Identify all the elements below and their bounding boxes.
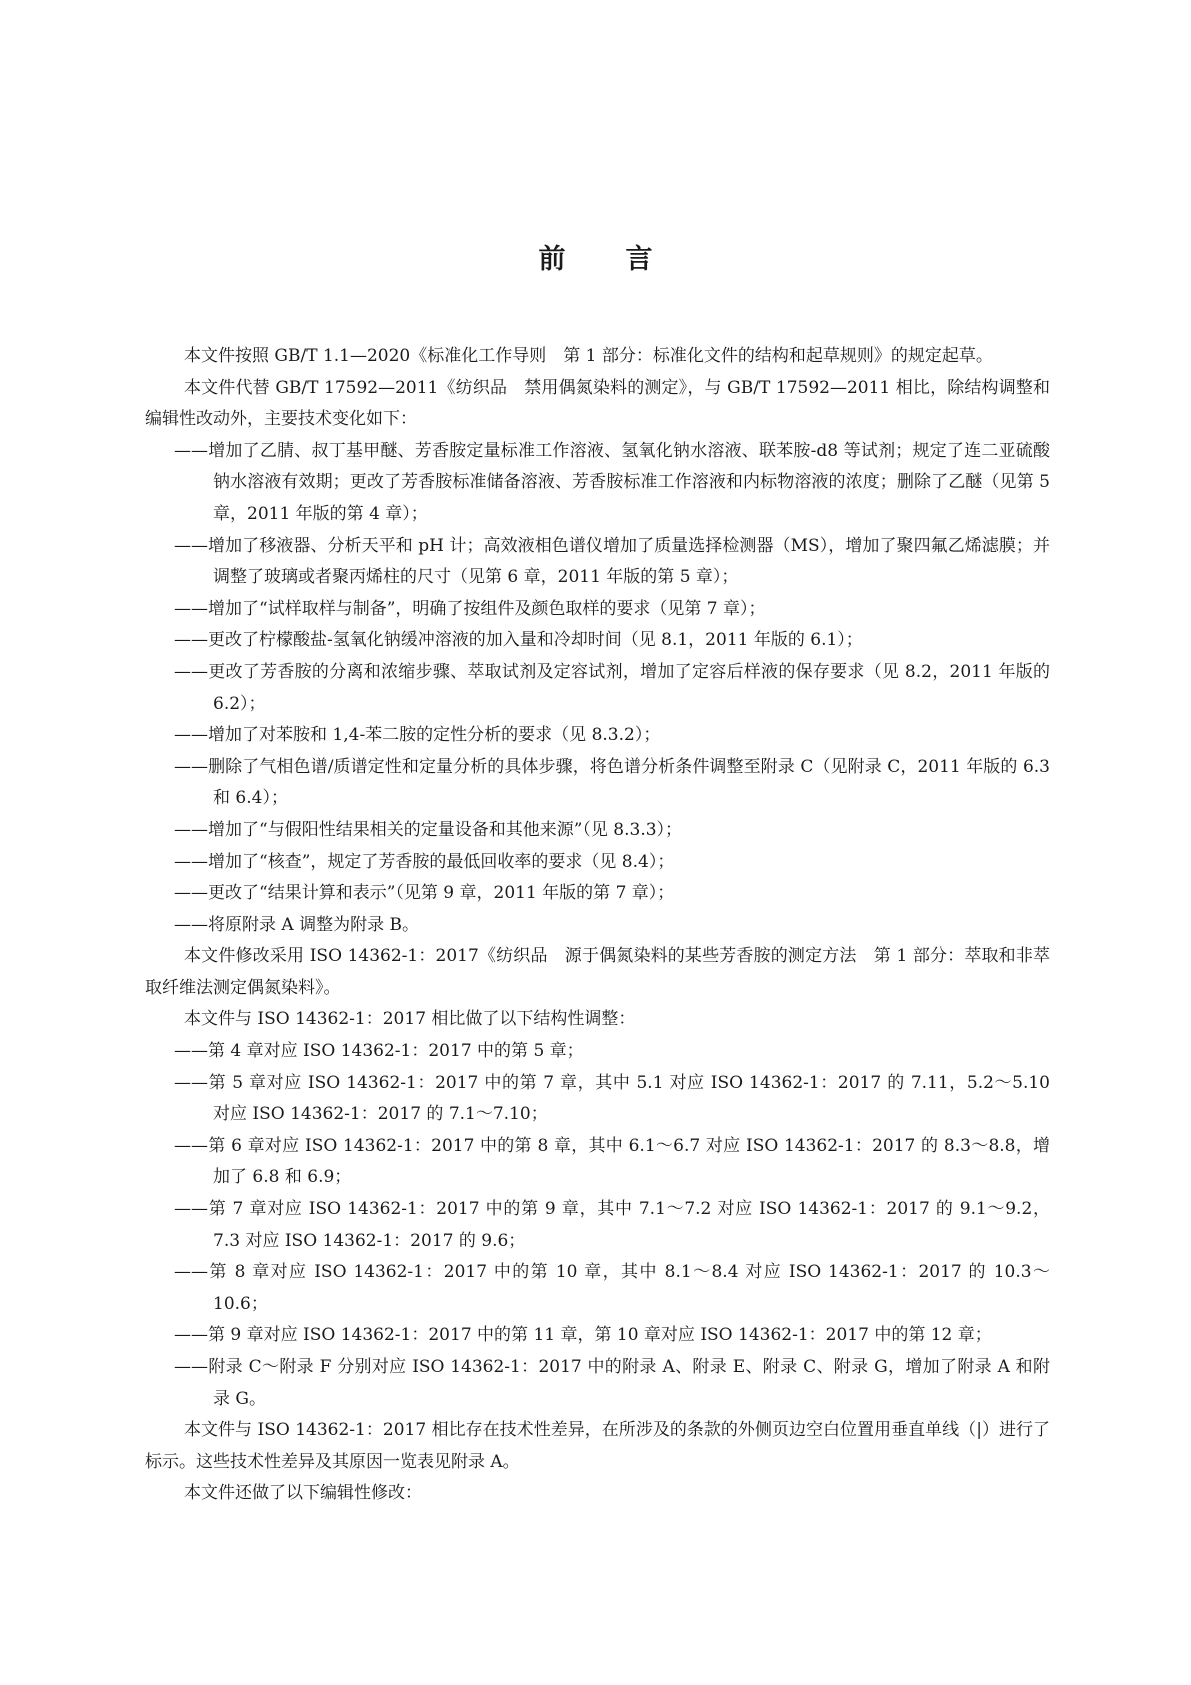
list-item: ——增加了乙腈、叔丁基甲醚、芳香胺定量标准工作溶液、氢氧化钠水溶液、联苯胺-d8 等试剂；规定了连二亚硫酸钠水溶液有效期；更改了芳香胺标准储备溶液、芳香胺标准工作溶液和内标物溶液的浓度；删除了乙醚（见第 5 章，2011 年版的第 4 章）； bbox=[174, 440, 1050, 524]
list-item: ——第 6 章对应 ISO 14362-1：2017 中的第 8 章，其中 6.1～6.7 对应 ISO 14362-1：2017 的 8.3～8.8，增加了 6.8 和 6.9； bbox=[174, 1135, 1050, 1188]
paragraph: 本文件按照 GB/T 1.1—2020《标准化工作导则 第 1 部分：标准化文件的结构和起草规则》的规定起草。 bbox=[184, 346, 993, 366]
list-item: ——第 8 章对应 ISO 14362-1：2017 中的第 10 章，其中 8.1～8.4 对应 ISO 14362-1：2017 的 10.3～10.6； bbox=[174, 1262, 1050, 1314]
paragraph: 本文件与 ISO 14362-1：2017 相比做了以下结构性调整： bbox=[184, 1009, 636, 1030]
paragraph: 本文件与 ISO 14362-1：2017 相比存在技术性差异，在所涉及的条款的外侧页边空白位置用垂直单线（|）进行了标示。这些技术性差异及其原因一览表见附录 A。 bbox=[145, 1420, 1050, 1472]
list-item: ——更改了芳香胺的分离和浓缩步骤、萃取试剂及定容试剂，增加了定容后样液的保存要求（见 8.2，2011 年版的 6.2）； bbox=[174, 661, 1050, 714]
list-item: ——第 4 章对应 ISO 14362-1：2017 中的第 5 章； bbox=[174, 1041, 584, 1062]
list-item: ——增加了移液器、分析天平和 pH 计；高效液相色谱仪增加了质量选择检测器（MS），增加了聚四氟乙烯滤膜；并调整了玻璃或者聚丙烯柱的尺寸（见第 6 章，2011 年版的第 5 章）； bbox=[174, 535, 1050, 588]
page-title: 前言 bbox=[538, 244, 713, 275]
list-item: ——附录 C～附录 F 分别对应 ISO 14362-1：2017 中的附录 A、附录 E、附录 C、附录 G，增加了附录 A 和附录 G。 bbox=[174, 1357, 1050, 1409]
list-item: ——第 7 章对应 ISO 14362-1：2017 中的第 9 章，其中 7.1～7.2 对应 ISO 14362-1：2017 的 9.1～9.2，7.3 对应 ISO 14362-1：2017 的 9.6； bbox=[174, 1199, 1050, 1251]
paragraph: 本文件还做了以下编辑性修改： bbox=[184, 1483, 422, 1504]
list-item: ——将原附录 A 调整为附录 B。 bbox=[174, 914, 419, 935]
list-item: ——更改了“结果计算和表示”（见第 9 章，2011 年版的第 7 章）； bbox=[174, 883, 675, 904]
list-item: ——更改了柠檬酸盐-氢氧化钠缓冲溶液的加入量和冷却时间（见 8.1，2011 年版的 6.1）； bbox=[174, 630, 863, 651]
list-item: ——增加了“与假阳性结果相关的定量设备和其他来源”（见 8.3.3）； bbox=[174, 819, 683, 840]
list-item: ——增加了对苯胺和 1,4-苯二胺的定性分析的要求（见 8.3.2）； bbox=[174, 725, 661, 746]
list-item: ——删除了气相色谱/质谱定性和定量分析的具体步骤，将色谱分析条件调整至附录 C（见附录 C，2011 年版的 6.3 和 6.4）； bbox=[174, 756, 1050, 809]
paragraph: 本文件修改采用 ISO 14362-1：2017《纺织品 源于偶氮染料的某些芳香胺的测定方法 第 1 部分：萃取和非萃取纤维法测定偶氮染料》。 bbox=[145, 946, 1050, 998]
list-item: ——第 9 章对应 ISO 14362-1：2017 中的第 11 章，第 10 章对应 ISO 14362-1：2017 中的第 12 章； bbox=[174, 1325, 992, 1346]
list-item: ——增加了“核查”，规定了芳香胺的最低回收率的要求（见 8.4）； bbox=[174, 851, 675, 872]
list-item: ——第 5 章对应 ISO 14362-1：2017 中的第 7 章，其中 5.1 对应 ISO 14362-1：2017 的 7.11，5.2～5.10 对应 ISO 14362-1：2017 的 7.1～7.10； bbox=[174, 1072, 1050, 1125]
foreword-body bbox=[145, 341, 1050, 1510]
list-item: ——增加了“试样取样与制备”，明确了按组件及颜色取样的要求（见第 7 章）； bbox=[174, 598, 766, 619]
paragraph: 本文件代替 GB/T 17592—2011《纺织品 禁用偶氮染料的测定》，与 GB/T 17592—2011 相比，除结构调整和编辑性改动外，主要技术变化如下： bbox=[145, 377, 1050, 430]
